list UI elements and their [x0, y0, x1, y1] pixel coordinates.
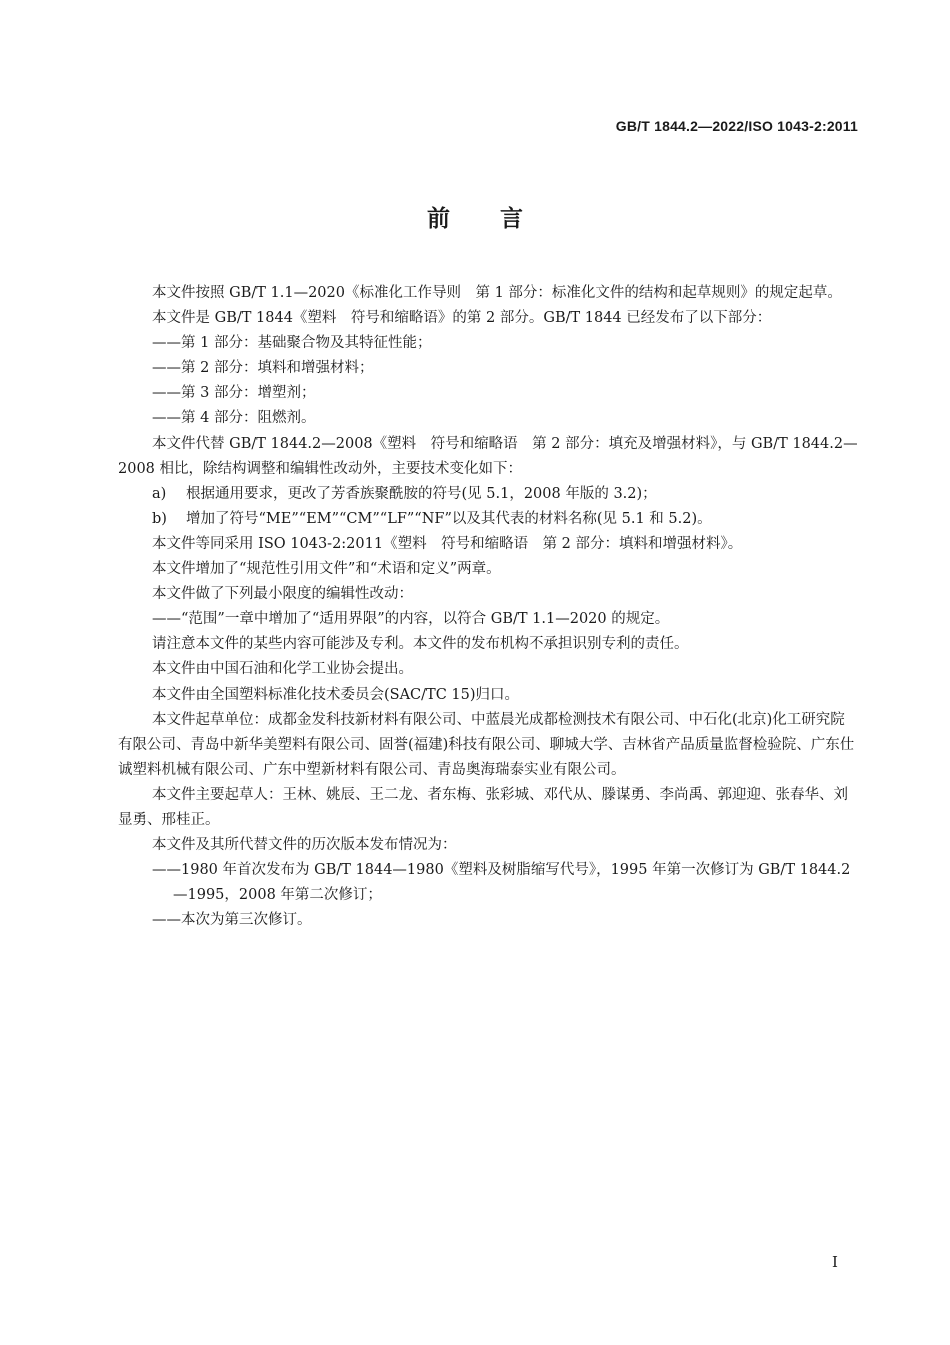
change-item-label: b) [152, 510, 167, 527]
list-item-history-current: ——本次为第三次修订。 [152, 912, 312, 929]
change-item-label: a) [152, 485, 167, 502]
paragraph-administrator: 本文件由全国塑料标准化技术委员会(SAC/TC 15)归口。 [152, 686, 520, 703]
paragraph-proposer: 本文件由中国石油和化学工业协会提出。 [152, 661, 413, 678]
change-item-text: 根据通用要求，更改了芳香族聚酰胺的符号(见 5.1，2008 年版的 3.2)； [186, 485, 657, 502]
paragraph-drafting-units: 本文件起草单位：成都金发科技新材料有限公司、中蓝晨光成都检测技术有限公司、中石化(北京)化工研究院有限公司、青岛中新华美塑料有限公司、固誉(福建)科技有限公司、聊城大学、吉林省产品质量监督检验院、广东仕诚塑料机械有限公司、广东中塑新材料有限公司、青岛奥海瑞泰实业有限公司。 [118, 711, 855, 778]
paragraph-replaces: 本文件代替 GB/T 1844.2—2008《塑料 符号和缩略语 第 2 部分：填充及增强材料》，与 GB/T 1844.2—2008 相比，除结构调整和编辑性改动外，主要技术变化如下： [118, 435, 858, 477]
paragraph-parts-intro: 本文件是 GB/T 1844《塑料 符号和缩略语》的第 2 部分。GB/T 1844 已经发布了以下部分： [152, 310, 772, 327]
list-item-history-1980: ——1980 年首次发布为 GB/T 1844—1980《塑料及树脂缩写代号》，1995 年第一次修订为 GB/T 1844.2—1995，2008 年第二次修订； [152, 862, 851, 904]
paragraph-iso-adoption: 本文件等同采用 ISO 1043-2:2011《塑料 符号和缩略语 第 2 部分：填料和增强材料》。 [152, 535, 743, 552]
paragraph-drafters: 本文件主要起草人：王林、姚辰、王二龙、者东梅、张彩城、邓代从、滕谋勇、李尚禹、郭迎迎、张春华、刘显勇、邢桂正。 [118, 786, 848, 828]
paragraph-editorial-changes: 本文件做了下列最小限度的编辑性改动： [152, 586, 413, 603]
change-item-a [118, 482, 858, 507]
list-item-scope-change: ——“范围”一章中增加了“适用界限”的内容，以符合 GB/T 1.1—2020 的规定。 [152, 611, 670, 628]
paragraph-drafting-rules: 本文件按照 GB/T 1.1—2020《标准化工作导则 第 1 部分：标准化文件的结构和起草规则》的规定起草。 [152, 285, 842, 301]
list-item-part-3: ——第 3 部分：增塑剂； [152, 385, 316, 402]
change-item-b [118, 507, 858, 532]
list-item-part-2: ——第 2 部分：填料和增强材料； [152, 360, 374, 377]
paragraph-history-intro: 本文件及其所代替文件的历次版本发布情况为： [152, 837, 457, 854]
list-item-part-4: ——第 4 部分：阻燃剂。 [152, 410, 316, 427]
paragraph-added-chapters: 本文件增加了“规范性引用文件”和“术语和定义”两章。 [152, 561, 501, 578]
page-title: 前言 [427, 206, 573, 232]
standard-number: GB/T 1844.2—2022/ISO 1043-2:2011 [615, 118, 858, 134]
paragraph-patent-notice: 请注意本文件的某些内容可能涉及专利。本文件的发布机构不承担识别专利的责任。 [152, 636, 689, 653]
list-item-part-1: ——第 1 部分：基础聚合物及其特征性能； [152, 335, 432, 352]
change-item-text: 增加了符号“ME”“EM”“CM”“LF”“NF”以及其代表的材料名称(见 5.1 和 5.2)。 [186, 510, 712, 527]
page-number: I [832, 1253, 838, 1271]
document-body [118, 281, 858, 933]
